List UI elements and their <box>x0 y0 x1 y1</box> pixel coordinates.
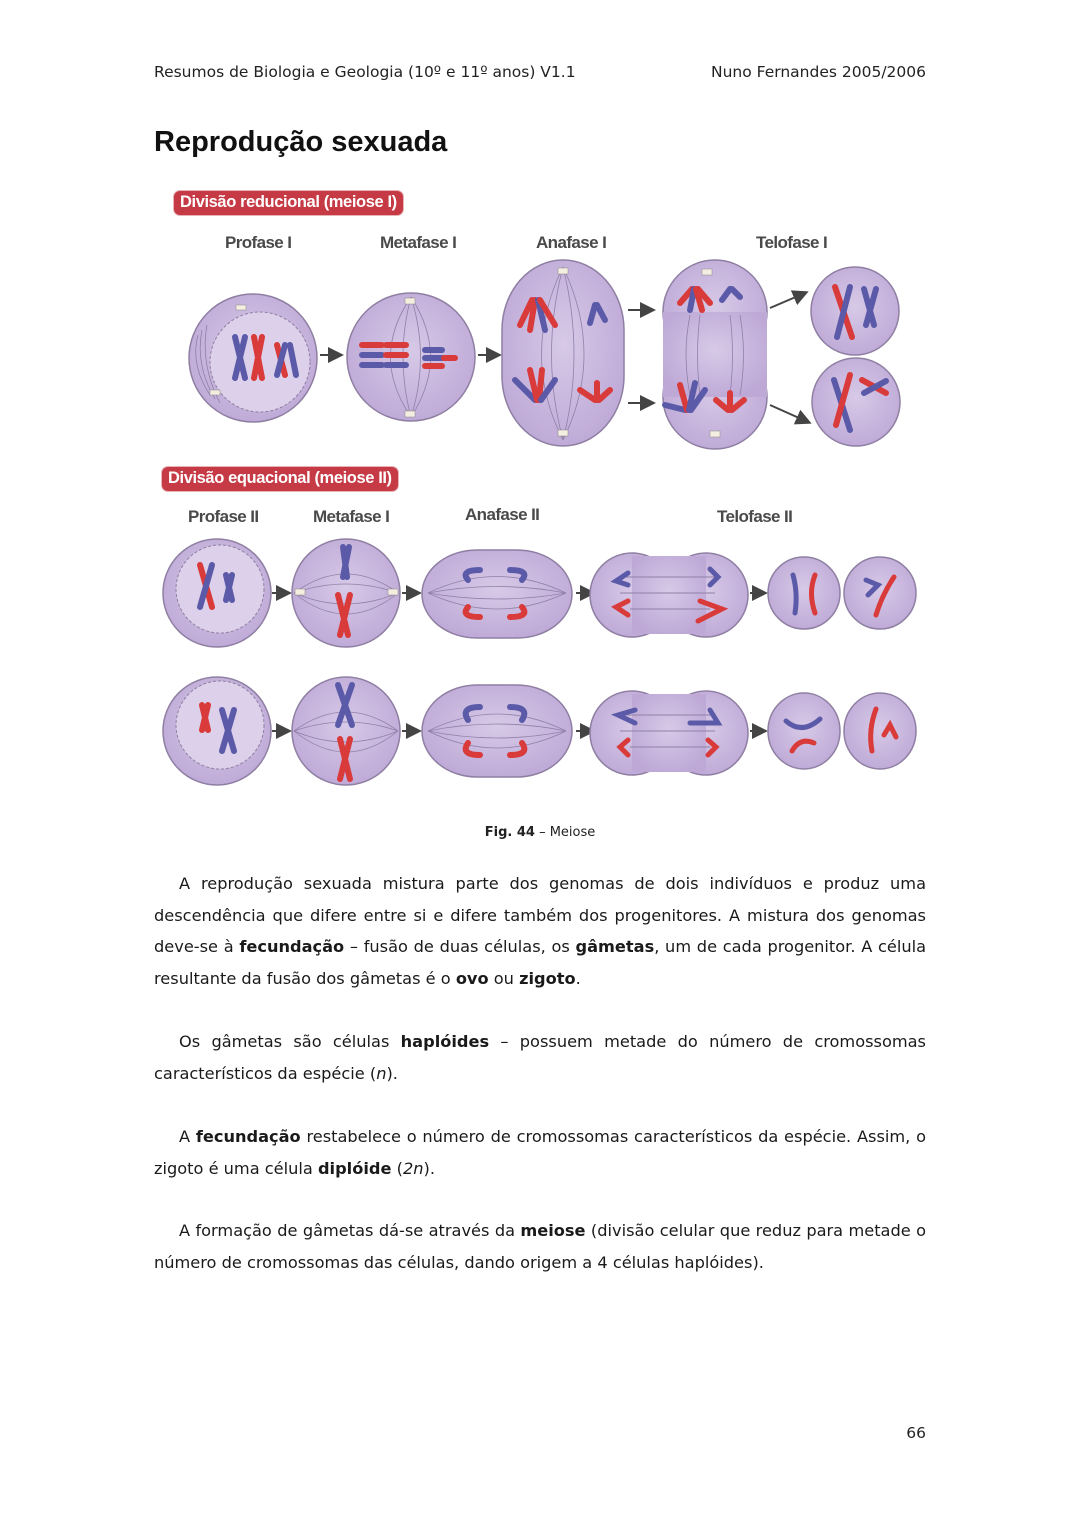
cell-telophase-2-a-daughter-2 <box>844 557 916 629</box>
paragraph-3 <box>154 1121 926 1184</box>
text-run: – fusão de duas células, os <box>344 937 576 956</box>
phase-label-telophase-2: Telofase II <box>717 507 793 526</box>
running-header-left: Resumos de Biologia e Geologia (10º e 11º anos) V1.1 <box>154 63 576 81</box>
text-run: ou <box>488 968 520 988</box>
text-run: . <box>575 968 581 988</box>
text-run: ). <box>423 1158 435 1178</box>
meiosis-illustration <box>150 185 930 805</box>
text-run: A reprodução sexuada mistura parte dos genomas de dois indivíduos e produz uma descendência que difere entre si e difere também dos progenitores. A mistura dos genomas deve-se à <box>154 874 926 956</box>
cell-telophase-2-a-daughter-1 <box>768 557 840 629</box>
running-header-right: Nuno Fernandes 2005/2006 <box>711 63 926 81</box>
italic-term: 2n <box>402 1158 424 1178</box>
bold-term: fecundação <box>239 937 345 956</box>
text-run: – possuem metade do número de cromossomas característicos da espécie ( <box>154 1032 926 1083</box>
phase-label-metaphase-2: Metafase I <box>313 507 390 526</box>
cell-telophase-2-b-daughter-2 <box>844 693 916 769</box>
italic-term: n <box>376 1063 387 1083</box>
text-run: (divisão celular que reduz para metade o número de cromossomas das células, dando origem a 4 células haplóides). <box>154 1221 926 1272</box>
text-run: Os gâmetas são células <box>179 1032 401 1051</box>
bold-term: ovo <box>455 968 489 988</box>
section-title: Reprodução sexuada <box>154 126 448 158</box>
cell-telophase-2-b-dividing <box>590 691 748 775</box>
bold-term: zigoto <box>519 968 576 988</box>
text-run: ( <box>391 1158 403 1178</box>
meiosis-1-badge: Divisão reducional (meiose I) <box>174 191 403 215</box>
text-run: A <box>179 1127 196 1146</box>
cell-metaphase-2-b <box>292 677 400 785</box>
bold-term: gâmetas <box>575 937 655 956</box>
cell-anaphase-2-a <box>422 550 572 638</box>
cell-telophase-1-dividing <box>663 260 767 449</box>
text-run: A formação de gâmetas dá-se através da <box>179 1221 521 1240</box>
phase-label-anaphase-1: Anafase I <box>536 233 607 252</box>
text-run: , um de cada progenitor. A célula resultante da fusão dos gâmetas é o <box>154 937 927 988</box>
cell-prophase-2-a <box>163 539 271 647</box>
text-run: ). <box>386 1063 398 1083</box>
phase-label-metaphase-1: Metafase I <box>380 233 457 252</box>
cell-telophase-2-b-daughter-1 <box>768 693 840 769</box>
phase-label-prophase-1: Profase I <box>225 233 292 252</box>
bold-term: diplóide <box>317 1158 392 1178</box>
cell-anaphase-1 <box>502 260 624 446</box>
meiosis-figure <box>150 185 930 805</box>
cell-metaphase-1 <box>347 293 475 421</box>
phase-label-prophase-2: Profase II <box>188 507 259 526</box>
bold-term: haplóides <box>400 1032 490 1051</box>
meiosis-2-badge: Divisão equacional (meiose II) <box>162 467 398 491</box>
text-run: restabelece o número de cromossomas característicos da espécie. Assim, o zigoto é uma célula <box>154 1127 926 1178</box>
cell-telophase-1-daughter-top <box>811 267 899 355</box>
cell-anaphase-2-b <box>422 685 572 777</box>
bold-term: meiose <box>520 1221 586 1240</box>
cell-prophase-2-b <box>163 677 271 785</box>
cell-metaphase-2-a <box>292 539 400 647</box>
page-number: 66 <box>906 1424 926 1442</box>
figure-caption-separator: – <box>534 825 550 840</box>
bold-term: fecundação <box>195 1127 301 1146</box>
paragraph-4 <box>154 1215 926 1278</box>
cell-prophase-1 <box>189 294 317 422</box>
cell-telophase-1-daughter-bottom <box>812 358 900 446</box>
figure-caption-label: Fig. 44 <box>484 825 535 840</box>
paragraph-2 <box>154 1026 926 1089</box>
phase-label-anaphase-2: Anafase II <box>465 505 540 524</box>
cell-telophase-2-a-dividing <box>590 553 748 637</box>
phase-label-telophase-1: Telofase I <box>756 233 828 252</box>
figure-caption-text: Meiose <box>549 825 596 840</box>
paragraph-1 <box>154 868 926 994</box>
figure-caption <box>0 825 1080 840</box>
